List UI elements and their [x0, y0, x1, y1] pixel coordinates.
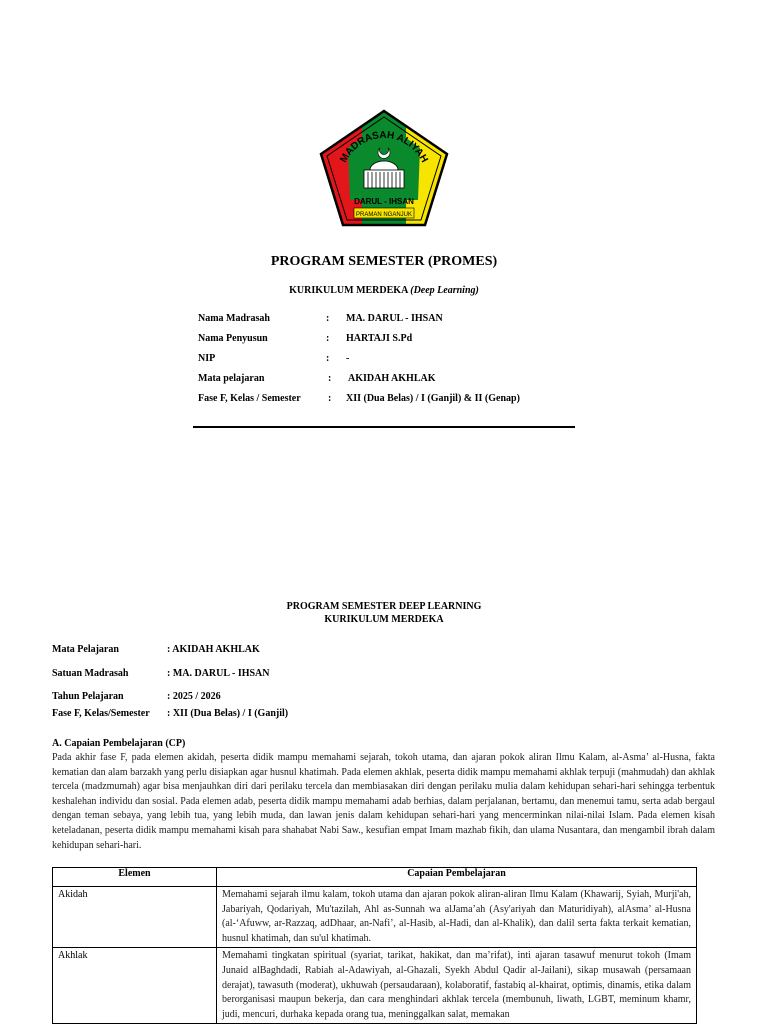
table-row [53, 948, 697, 1024]
madrasah-logo-emblem [318, 108, 450, 230]
section-title-line1: PROGRAM SEMESTER DEEP LEARNING [286, 601, 482, 612]
identity-value: XII (Dua Belas) / I (Ganjil) & II (Genap) [346, 393, 520, 404]
cover-subtitle-italic: (Deep Learning) [410, 285, 479, 296]
identity-label: Nama Madrasah [198, 313, 270, 324]
cell-capaian: Memahami sejarah ilmu kalam, tokoh utama dan ajaran pokok aliran-aliran Ilmu Kalam (Khawarij, Syiah, Murji'ah, Jabariyah, Qodariyah, Mu'tazilah, Ahl as-Sunnah wa alJama’ah (Asy'ariyah dan Maturidiyah), alAsma’ al-Husna (al-‘Afuww, ar-Razzaq, adDhaar, an-Nafi’, al-Hasib, al-Hadi, dan al-Khalik), dan dalil serta fakta terkait kematian, husnul khatimah, dan su'ul khatimah. [217, 887, 697, 948]
identity-colon: : [326, 333, 330, 344]
section-title [0, 600, 768, 626]
cover-subtitle [0, 285, 768, 296]
logo-bottom-text: PRAMAN NGANJUK [355, 212, 413, 218]
identity-colon: : [328, 373, 332, 384]
cell-capaian: Memahami tingkatan spiritual (syariat, tarikat, hakikat, dan ma’rifat), inti ajaran tasawuf menurut tokoh (Imam Junaid alBaghdadi, Rabiah al-Adawiyah, al-Ghazali, Syekh Abdul Qadir al-Jailani), sikap musawah (persamaan derajat), tawasuth (moderat), ukhuwah (persaudaraan), kolaboratif, fastabiq al-khairat, optimis, dinamis, etika dalam berorganisasi maupun bekerja, dan cara menghindari akhlak tercela (membunuh, liwath, LGBT, meminum khamr, judi, mencuri, durhaka kepada orang tua, meninggalkan salat, memakan [217, 948, 697, 1024]
cover-subtitle-main: KURIKULUM MERDEKA [289, 285, 408, 296]
column-header-capaian: Capaian Pembelajaran [217, 868, 697, 887]
identity-label: Fase F, Kelas / Semester [198, 393, 301, 404]
info-value: : MA. DARUL - IHSAN [167, 668, 270, 679]
table-row [53, 887, 697, 948]
cp-paragraph: Pada akhir fase F, pada elemen akidah, peserta didik mampu memahami sejarah, tokoh utama, dan ajaran pokok aliran Ilmu Kalam, al-Asma’ al-Husna, fakta kematian dan alam barzakh yang perlu disiapkan agar husnul khatimah. Pada elemen akhlak, peserta didik mampu memahami akhlak terpuji (mahmudah) dan akhlak tercela (madzmumah) agar bisa menjauhkan diri dari perilaku tercela dan membiasakan diri dengan perilaku mulia dalam kehidupan sehari-hari sehingga terbentuk keshalehan individu dan sosial. Pada elemen adab, peserta didik mampu memahami adab berhias, dalam perjalanan, bertamu, dan menemui tamu, serta adab bergaul dengan teman sebaya, yang lebih tua, yang lebih muda, dan lawan jenis dalam kehidupan sehari-hari yang mencerminkan nilai-nilai Islam. Pada elemen kisah keteladanan, peserta didik mampu memahami kisah para shahabat Nabi Saw., kesufian empat Imam mazhab fikih, dan ulama Nusantara, dan mengambil ibrah dalam kehidupan sehari-hari. [52, 752, 715, 851]
cover-divider [193, 426, 575, 428]
logo-top-text: MADRASAH ALIYAH [338, 129, 430, 165]
logo-middle-text: DARUL - IHSAN [354, 197, 414, 206]
section-title-line2: KURIKULUM MERDEKA [324, 614, 444, 625]
info-label: Mata Pelajaran [52, 644, 119, 655]
identity-value: AKIDAH AKHLAK [348, 373, 436, 384]
cell-elemen: Akidah [53, 887, 217, 948]
info-label: Satuan Madrasah [52, 668, 129, 679]
identity-label: NIP [198, 353, 216, 364]
identity-colon: : [326, 313, 330, 324]
column-header-elemen: Elemen [53, 868, 217, 887]
madrasah-logo [318, 108, 450, 230]
cover-title: PROGRAM SEMESTER (PROMES) [270, 254, 498, 269]
cp-table [52, 867, 697, 1024]
info-value: : AKIDAH AKHLAK [167, 644, 260, 655]
identity-label: Nama Penyusun [198, 333, 268, 344]
cp-heading: A. Capaian Pembelajaran (CP) [52, 738, 186, 749]
info-label: Fase F, Kelas/Semester [52, 708, 150, 719]
info-label: Tahun Pelajaran [52, 691, 124, 702]
identity-value: MA. DARUL - IHSAN [346, 313, 443, 324]
cp-table-header-row [53, 868, 697, 887]
identity-colon: : [328, 393, 332, 404]
identity-value: - [346, 353, 350, 364]
info-value: : XII (Dua Belas) / I (Ganjil) [167, 708, 289, 719]
identity-label: Mata pelajaran [198, 373, 265, 384]
cell-elemen: Akhlak [53, 948, 217, 1024]
info-value: : 2025 / 2026 [167, 691, 221, 702]
identity-colon: : [326, 353, 330, 364]
identity-value: HARTAJI S.Pd [346, 333, 413, 344]
